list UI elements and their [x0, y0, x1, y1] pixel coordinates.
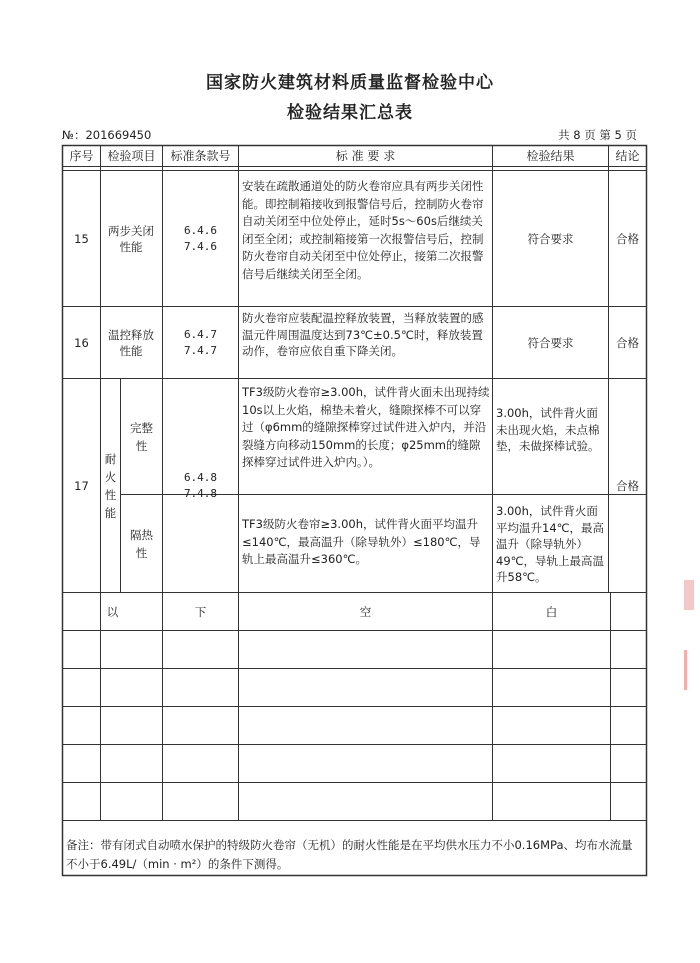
row-17-sub-insulation-name: 隔热性 [130, 527, 153, 560]
row-16-item: 温控释放性能 [108, 327, 154, 358]
row-17-item: 耐火性能 [104, 451, 117, 520]
title-line-2: 检验结果汇总表 [287, 103, 413, 123]
row-15-clauses: 6.4.6 7.4.6 [183, 223, 218, 253]
row-17-conclusion: 合格 [616, 478, 639, 493]
row-16-clauses: 6.4.7 7.4.7 [183, 327, 218, 357]
row-17-integrity-result: 3.00h，试件背火面未出现火焰，未点棉垫，未做探棒试验。 [496, 406, 600, 453]
col-header-result: 检验结果 [526, 149, 575, 163]
row-16-no: 16 [74, 335, 89, 350]
title-line-1: 国家防火建筑材料质量监督检验中心 [206, 73, 494, 93]
blank-marker-2: 下 [194, 604, 207, 619]
blank-marker-1: 以 [106, 604, 119, 619]
row-16-result: 符合要求 [527, 335, 574, 350]
row-17-clauses: 6.4.8 7.4.8 [183, 470, 218, 500]
blank-marker-3: 空 [359, 604, 372, 619]
stamp-edge-mark [684, 580, 694, 610]
stamp-edge-mark [684, 650, 687, 690]
row-16-conclusion: 合格 [616, 335, 639, 350]
col-header-item: 检验项目 [107, 149, 156, 163]
row-15-no: 15 [74, 231, 89, 246]
row-17-insulation-requirement: TF3级防火卷帘≥3.00h，试件背火面平均温升≤140℃，最高温升（除导轨外）≤180℃，导轨上最高温升≤360℃。 [242, 517, 481, 566]
col-header-clause: 标准条款号 [170, 149, 231, 163]
row-17-no: 17 [74, 478, 89, 493]
col-header-no: 序号 [69, 149, 94, 163]
row-17-integrity-requirement: TF3级防火卷帘≥3.00h，试件背火面未出现持续10s以上火焰，棉垫未着火，缝隙探棒不可以穿过（φ6mm的缝隙探棒穿过试件进入炉内，并沿裂缝方向移动150mm的长度；φ25mm的缝隙探棒穿过试件进入炉内。）。 [242, 385, 490, 469]
remarks-note: 备注：带有闭式自动喷水保护的特级防火卷帘（无机）的耐火性能是在平均供水压力不小0.16MPa、均布水流量不小于6.49L/（min · m²）的条件下测得。 [66, 838, 633, 871]
row-15-conclusion: 合格 [616, 231, 639, 246]
page-info: 共 8 页 第 5 页 [558, 128, 637, 142]
row-15-requirement: 安装在疏散通道处的防火卷帘应具有两步关闭性能。即控制箱接收到报警信号后，控制防火卷帘自动关闭至中位处停止，延时5s～60s后继续关闭至全闭；或控制箱接第一次报警信号后，控制防火卷帘自动关闭至中位处停止，接第二次报警信号后继续关闭至全闭。 [242, 179, 484, 281]
report-number: №：201669450 [62, 128, 152, 142]
row-16-requirement: 防火卷帘应装配温控释放装置，当释放装置的感温元件周围温度达到73℃±0.5℃时，释放装置动作，卷帘应依自重下降关闭。 [242, 311, 484, 358]
row-17-sub-integrity-name: 完整性 [130, 420, 153, 453]
blank-marker-4: 白 [545, 604, 558, 619]
col-header-requirement: 标 准 要 求 [335, 149, 396, 163]
row-15-result: 符合要求 [527, 231, 574, 246]
col-header-conclusion: 结论 [615, 149, 640, 163]
row-17-insulation-result: 3.00h，试件背火面平均温升14℃，最高温升（除导轨外）49℃，导轨上最高温升58℃。 [496, 504, 605, 584]
row-15-item: 两步关闭性能 [108, 223, 154, 254]
